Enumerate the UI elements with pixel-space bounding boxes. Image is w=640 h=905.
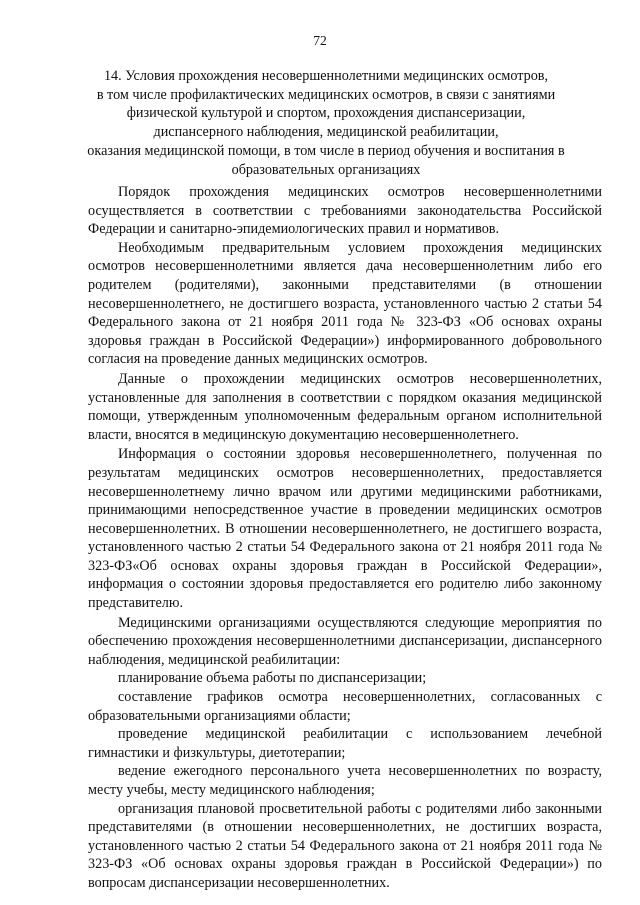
list-item-schedules: составление графиков осмотра несовершеннолетних, согласованных с образовательными организациями области; (88, 689, 602, 724)
list-item-education-work: организация плановой просветительной работы с родителями либо законными представителями (в отношении несовершеннолетних, не достигших возраста, установленного частью 2 статьи 54 Федерального закона от 21 ноября 2011 года № 323-ФЗ «Об основах охраны здоровья граждан в Российской Федерации») по вопросам диспансеризации несовершеннолетних. (88, 800, 602, 891)
heading-line: оказания медицинской помощи, в том числе в период обучения и воспитания в (87, 142, 565, 159)
paragraph-procedure: Порядок прохождения медицинских осмотров несовершеннолетними осуществляется в соответствии с требованиями законодательства Российской Федерации и санитарно-эпидемиологических правил и нормативов. (88, 184, 602, 238)
list-item-rehabilitation: проведение медицинской реабилитации с использованием лечебной гимнастики и физкультуры, диетотерапии; (88, 726, 602, 761)
heading-line: физической культурой и спортом, прохождения диспансеризации, (126, 105, 526, 122)
paragraph-measures-intro: Медицинскими организациями осуществляются следующие мероприятия по обеспечению прохождения несовершеннолетними диспансеризации, диспансерного наблюдения, медицинской реабилитации: (88, 614, 602, 668)
paragraph-consent: Необходимым предварительным условием прохождения медицинских осмотров несовершеннолетними является дача несовершеннолетним либо его родителем (родителями), законными представителями (в отношении несовершеннолетнего, не достигшего возраста, установленного частью 2 статьи 54 Федерального закона от 21 ноября 2011 года № 323-ФЗ «Об основах охраны здоровья граждан в Российской Федерации») информированного добровольного согласия на проведение данных медицинских осмотров. (88, 239, 602, 368)
heading-line: в том числе профилактических медицинских осмотров, в связи с занятиями (96, 86, 556, 103)
paragraph-records: Данные о прохождении медицинских осмотров несовершеннолетних, установленные для заполнения в соответствии с порядком оказания медицинской помощи, утвержденным уполномоченным федеральным органом исполнительной власти, вносятся в медицинскую документацию несовершеннолетнего. (88, 370, 602, 443)
list-item-planning: планирование объема работы по диспансеризации; (118, 670, 427, 687)
heading-line: образовательных организациях (231, 161, 421, 178)
heading-line: диспансерного наблюдения, медицинской реабилитации, (153, 124, 499, 141)
list-item-accounting: ведение ежегодного персонального учета несовершеннолетних по возрасту, месту учебы, месту медицинского наблюдения; (88, 763, 602, 798)
body-text (88, 183, 602, 893)
heading-line: 14. Условия прохождения несовершеннолетними медицинских осмотров, (103, 68, 549, 84)
page-number: 72 (313, 33, 327, 48)
section-heading (62, 67, 590, 179)
paragraph-health-info: Информация о состоянии здоровья несовершеннолетнего, полученная по результатам медицинских осмотров несовершеннолетних, предоставляется несовершеннолетнему лично врачом или другими медицинскими работниками, принимающими непосредственное участие в проведении медицинских осмотров несовершеннолетних. В отношении несовершеннолетнего, не достигшего возраста, установленного частью 2 статьи 54 Федерального закона от 21 ноября 2011 года № 323-ФЗ«Об основах охраны здоровья граждан в Российской Федерации», информация о состоянии здоровья предоставляется его родителю либо законному представителю. (88, 446, 602, 612)
